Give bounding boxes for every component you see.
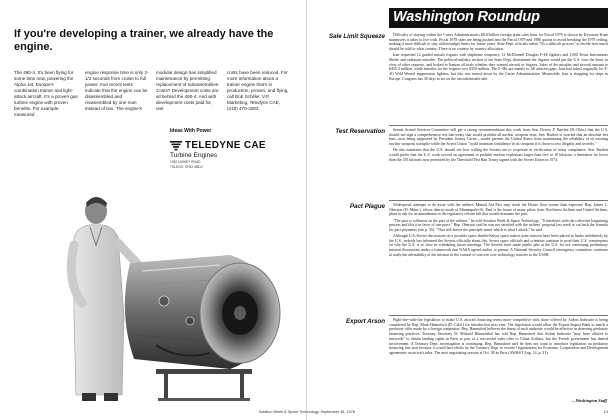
section-paragraph: Iran requested 12 guided missile frigates with shipborne weaponry, 31 McDonnell Douglas F-4E fighters and 1,000 Texas Instruments Shrike anti-radiation missiles. The political-military section of the State Dept. determined the frigates would put the U.S. over the limit, in view of other requests, and looked to Iranian officials whether they wanted aircraft or frigates. Sales of the missiles and aircraft amount to $455.4 million, while missiles for the frigates cost $350 million. The F-4Es are mainly to fill attrition gaps. Iran had asked originally for F-4G Wild Weasel suppression fighters, but this was turned down by the Carter Administration. Meanwhile, Iran is shopping for ships in Europe. Congress has 30 days to act on the aircraft/missile sale. (389, 53, 608, 81)
staff-signature: —Washington Staff (571, 398, 607, 403)
logo-address-line: TOLEDO, OHIO 43612 (170, 165, 203, 169)
section-paragraph: "The pact is collusion on the part of the airlines," he told Aviation Week & Space Technology. "It interferes with the collective bargaining process and tilts it in favor of one party." Rep. Oberstar said he was not satisfied with the airlines' proposal last week to cut back the formula for pact payments (see p. 35). "That still leaves the principle intact which is what I attack," he said. (389, 218, 608, 232)
engine-technician-photo (60, 185, 300, 415)
section-heading: Export Arson (346, 318, 385, 325)
section-body (389, 203, 608, 313)
roundup-section-pact-plague (309, 203, 609, 313)
ad-body-column: modular design has simplified maintenance by permitting replacement of subassemblies. Costs? Development costs are all behind the 490-4. And with development costs paid for, unit (156, 70, 220, 111)
section-divider (389, 315, 608, 316)
page-footer: Aviation Week & Space Technology, September 18, 1978 (259, 410, 355, 414)
section-body (389, 33, 608, 123)
teledyne-logo (170, 140, 270, 180)
teledyne-logo-icon (170, 141, 182, 151)
ad-body-column: The 490-4. It's been flying for some time now, powering the Alpha Jet, Europe's combination trainer and light-attack aircraft. It's a proven gas turbine engine with proven benefits. For example, measured (14, 70, 78, 117)
section-heading: Test Reservation (335, 128, 385, 135)
section-heading: Sale Limit Squeeze (328, 33, 385, 40)
section-paragraph: He also maintains that the U.S. should see how willing the Soviets are to cooperate in verification of treaty compliance. Sen. Bartlett would prefer that the U.S. work toward an agreement to prohibit nuclear explosions larger than five or 10 kilotons, a limitation far lower than the 150 kilotons now permitted by the Threshold Test Ban Treaty signed with the Soviet Union in 1974. (389, 148, 608, 162)
roundup-section-test-reservation (309, 128, 609, 198)
roundup-section-sale-limit (309, 33, 609, 123)
page-title: Washington Roundup (393, 9, 540, 25)
ad-tagline: Ideas With Power (170, 128, 212, 134)
section-heading: Pact Plague (349, 203, 385, 210)
ad-body-column: engine response time is only 2-1/2 seconds from cruise to full power. And recent tests indicate that the engine can be disassembled and reassembled by one man instead of two. The engine's (85, 70, 149, 111)
page-number: 13 (603, 410, 608, 414)
section-divider (389, 200, 608, 201)
ad-body-column: costs have been reduced. For more information about a trainer engine that's in production, proven, and flying, call Bob Schiller, V.P. Marketing, Teledyne CAE, (419) 470-3283. (227, 70, 289, 111)
washington-roundup-page (307, 0, 614, 420)
section-paragraph: Although U.S./Soviet discussions on a possible space shuttle/Salyut space station joint mission have been placed in limbo indefinitely by the U.S., nobody has informed the Soviets officially about this. Soviet space officials and scientists continue to prod their U.S. counterparts on why the U.S. is so slow in scheduling future meetings. The Soviets have made public jabs at the U.S. for not continuing preliminary mission discussions under a framework that NASA agreed earlier to pursue. A National Security Council interagency committee continues to study the advisability of the mission in the context of concern over technology transfer to the USSR. (389, 234, 608, 257)
logo-division: Turbine Engines (170, 152, 218, 159)
section-body (389, 128, 608, 198)
ad-headline: If you're developing a trainer, we already have the engine. (14, 28, 274, 53)
section-paragraph: Senate Armed Services Committee will get a strong recommendation this week from Sen. Dewey F. Bartlett (R.-Okla.) that the U.S. should not sign a comprehensive test ban treaty that would prohibit all nuclear weapons tests. Sen. Bartlett is worried that an absolute test ban—now being supported by President Jimmy Carter—would prevent the United States from maintaining the reliability of its existing nuclear weapons stockpile while the Soviet Union "could maintain confidence in its weapons if it chose to test illegally and secretly." (389, 128, 608, 147)
logo-address-line: 1330 LASKEY ROAD (170, 160, 201, 164)
section-paragraph: Difficulty of staying within the Carter Administration's $8.6-billion foreign arms sales limit for Fiscal 1978 is shown by Keystone Kops maneuvers it takes to live with. Fiscal 1978 sales are being pushed into the Fiscal 1979 and 1980 quotas to avoid breaking the 1978 ceiling, making it more difficult to stay within budget limits for future years. State Dept. officials admit "It's a difficult process" to decide how much should be sold to what country. There is no country by country allocation. (389, 33, 608, 52)
roundup-section-export-arson (309, 318, 609, 398)
ad-body-columns (14, 70, 304, 126)
section-divider (389, 125, 608, 126)
section-paragraph: Fight-fire-with-fire legislation to make U.S. aircraft financing terms more competitive with those offered by Airbus Industrie is being considered by Rep. Mark Hannaford (D.-Calif.) for introduction next year. The legislation would allow the Export-Import Bank to match a predatory offer made by a foreign competitor. Rep. Hannaford believes the threat of such authority would be effective in deterring predatory financing practices. Treasury Secretary W. Michael Blumenthal has told Rep. Hannaford that Airbus Industrie "may have offered to intercede" to obtain landing rights in Paris as part of a successful sales offer to China Airlines, but the French government has denied involvement. A Treasury Dept. investigation is continuing. Rep. Hannaford said he does not want to introduce legislation on predatory financing this year because it would hurt efforts by the Treasury Dept. to rewrite Organization for Economic Cooperation and Development agreements on aircraft sales. The next negotiating session is Oct. 30 in Paris (AW&ST Aug. 14, p. 21). (389, 318, 608, 355)
teledyne-advertisement (0, 0, 306, 420)
section-body (389, 318, 608, 398)
logo-company-name: TELEDYNE CAE (185, 140, 266, 151)
section-paragraph: Widespread attempts to do away with the airlines' Mutual Aid Pact may reach the House floor sooner than expected. Rep. James L. Oberstar (D.-Minn.), whose district north of Minneapolis-St. Paul is the home of many pilots from Northwest Airlines and United Airlines, plans to ask for an amendment to the regulatory reform bill that would terminate the pact. (389, 203, 608, 217)
